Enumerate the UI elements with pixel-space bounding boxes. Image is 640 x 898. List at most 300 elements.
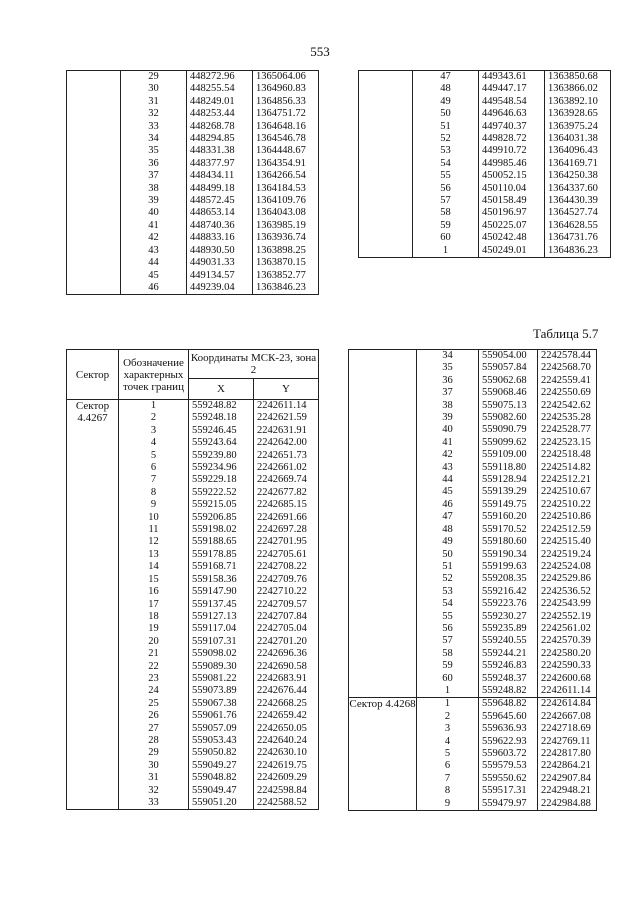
x-coordinate: 559550.62 [479,773,538,785]
point-number: 25 [119,698,189,710]
coordinates-table-top-left [66,70,319,295]
x-coordinate: 559049.47 [189,785,254,797]
point-number: 56 [413,183,479,195]
y-coordinate: 1364169.71 [545,158,611,170]
point-number: 39 [121,195,187,207]
x-coordinate: 559050.82 [189,747,254,759]
y-coordinate: 2242561.02 [538,623,597,635]
x-coordinate: 559199.63 [479,561,538,573]
x-coordinate: 559147.90 [189,586,254,598]
y-coordinate: 2242510.86 [538,511,597,523]
point-number: 4 [417,736,479,748]
y-coordinate: 2242523.15 [538,437,597,449]
y-coordinate: 2242676.44 [254,685,319,697]
x-coordinate: 559246.83 [479,660,538,672]
table-row [67,400,319,413]
y-coordinate: 2242578.44 [538,350,597,363]
y-coordinate: 2242609.29 [254,772,319,784]
y-coordinate: 2242543.99 [538,598,597,610]
x-coordinate: 559222.52 [189,487,254,499]
point-number: 40 [417,424,479,436]
x-coordinate: 559168.71 [189,561,254,573]
x-coordinate: 559234.96 [189,462,254,474]
y-coordinate: 2242705.04 [254,623,319,635]
x-coordinate: 559051.20 [189,797,254,810]
x-coordinate: 559603.72 [479,748,538,760]
y-coordinate: 2242669.74 [254,474,319,486]
y-coordinate: 2242642.00 [254,437,319,449]
y-coordinate: 2242701.95 [254,536,319,548]
point-number: 60 [413,232,479,244]
y-coordinate: 2242619.75 [254,760,319,772]
x-coordinate: 450110.04 [479,183,545,195]
x-coordinate: 450158.49 [479,195,545,207]
y-coordinate: 2242709.57 [254,599,319,611]
y-coordinate: 1363985.19 [253,220,319,232]
point-number: 27 [119,723,189,735]
point-number: 38 [417,400,479,412]
point-number: 6 [119,462,189,474]
x-coordinate: 559479.97 [479,798,538,811]
x-coordinate: 448253.44 [187,108,253,120]
point-number: 53 [413,145,479,157]
point-number: 43 [417,462,479,474]
point-number: 5 [119,450,189,462]
y-coordinate: 2242691.66 [254,512,319,524]
header-y: Y [254,379,319,400]
point-number: 51 [413,121,479,133]
point-number: 48 [417,524,479,536]
x-coordinate: 448268.78 [187,121,253,133]
point-number: 41 [121,220,187,232]
y-coordinate: 1364109.76 [253,195,319,207]
point-number: 10 [119,512,189,524]
y-coordinate: 1363866.02 [545,83,611,95]
y-coordinate: 2242697.28 [254,524,319,536]
x-coordinate: 559178.85 [189,549,254,561]
x-coordinate: 559081.22 [189,673,254,685]
point-number: 39 [417,412,479,424]
x-coordinate: 449548.54 [479,96,545,108]
coordinates-table-top-right [358,70,611,258]
x-coordinate: 448930.50 [187,245,253,257]
x-coordinate: 448272.96 [187,71,253,84]
y-coordinate: 2242667.08 [538,711,597,723]
y-coordinate: 2242528.77 [538,424,597,436]
y-coordinate: 2242552.19 [538,611,597,623]
point-number: 58 [413,207,479,219]
x-coordinate: 449343.61 [479,71,545,84]
y-coordinate: 1364546.78 [253,133,319,145]
y-coordinate: 2242614.84 [538,698,597,711]
point-number: 3 [119,425,189,437]
y-coordinate: 1363936.74 [253,232,319,244]
point-number: 7 [119,474,189,486]
x-coordinate: 449740.37 [479,121,545,133]
point-number: 40 [121,207,187,219]
x-coordinate: 449031.33 [187,257,253,269]
x-coordinate: 559082.60 [479,412,538,424]
x-coordinate: 559090.79 [479,424,538,436]
point-number: 21 [119,648,189,660]
point-number: 9 [119,499,189,511]
x-coordinate: 559223.76 [479,598,538,610]
point-number: 1 [417,685,479,698]
point-number: 36 [417,375,479,387]
point-number: 24 [119,685,189,697]
x-coordinate: 559517.31 [479,785,538,797]
y-coordinate: 1364184.53 [253,183,319,195]
point-number: 47 [413,71,479,84]
x-coordinate: 448255.54 [187,83,253,95]
point-number: 42 [121,232,187,244]
y-coordinate: 2242588.52 [254,797,319,810]
y-coordinate: 2242536.52 [538,586,597,598]
x-coordinate: 559117.04 [189,623,254,635]
point-number: 36 [121,158,187,170]
y-coordinate: 2242590.33 [538,660,597,672]
y-coordinate: 2242518.48 [538,449,597,461]
point-number: 44 [121,257,187,269]
table-row [349,698,597,711]
point-number: 35 [417,362,479,374]
x-coordinate: 448833.16 [187,232,253,244]
point-number: 9 [417,798,479,811]
y-coordinate: 2242677.82 [254,487,319,499]
point-number: 29 [119,747,189,759]
x-coordinate: 450052.15 [479,170,545,182]
point-number: 49 [417,536,479,548]
point-number: 56 [417,623,479,635]
point-number: 14 [119,561,189,573]
y-coordinate: 1365064.06 [253,71,319,84]
point-number: 35 [121,145,187,157]
point-number: 55 [413,170,479,182]
y-coordinate: 2242514.82 [538,462,597,474]
x-coordinate: 559067.38 [189,698,254,710]
x-coordinate: 559048.82 [189,772,254,784]
point-number: 49 [413,96,479,108]
y-coordinate: 2242685.15 [254,499,319,511]
x-coordinate: 448331.38 [187,145,253,157]
y-coordinate: 1364836.23 [545,245,611,258]
point-number: 54 [413,158,479,170]
point-number: 15 [119,574,189,586]
header-points: Обозначение характерных точек границ [119,350,189,400]
x-coordinate: 559215.05 [189,499,254,511]
point-number: 5 [417,748,479,760]
x-coordinate: 448653.14 [187,207,253,219]
x-coordinate: 559230.27 [479,611,538,623]
x-coordinate: 559180.60 [479,536,538,548]
point-number: 60 [417,673,479,685]
y-coordinate: 1364448.67 [253,145,319,157]
x-coordinate: 559057.84 [479,362,538,374]
point-number: 34 [121,133,187,145]
x-coordinate: 559098.02 [189,648,254,660]
y-coordinate: 2242661.02 [254,462,319,474]
y-coordinate: 2242550.69 [538,387,597,399]
x-coordinate: 559243.64 [189,437,254,449]
point-number: 22 [119,661,189,673]
point-number: 31 [121,96,187,108]
sector-label: Сектор 4.4268 [349,698,417,811]
x-coordinate: 559636.93 [479,723,538,735]
point-number: 20 [119,636,189,648]
point-number: 57 [417,635,479,647]
x-coordinate: 559248.82 [189,400,254,413]
point-number: 16 [119,586,189,598]
x-coordinate: 559170.52 [479,524,538,536]
y-coordinate: 2242559.41 [538,375,597,387]
coordinates-table-sector-4267 [66,349,319,810]
y-coordinate: 2242611.14 [538,685,597,698]
y-coordinate: 2242535.28 [538,412,597,424]
y-coordinate: 2242705.61 [254,549,319,561]
y-coordinate: 1364527.74 [545,207,611,219]
point-number: 43 [121,245,187,257]
x-coordinate: 559073.89 [189,685,254,697]
point-number: 41 [417,437,479,449]
y-coordinate: 2242631.91 [254,425,319,437]
point-number: 1 [119,400,189,413]
x-coordinate: 559139.29 [479,486,538,498]
y-coordinate: 1364096.43 [545,145,611,157]
y-coordinate: 2242524.08 [538,561,597,573]
point-number: 58 [417,648,479,660]
x-coordinate: 559248.18 [189,412,254,424]
y-coordinate: 2242611.14 [254,400,319,413]
x-coordinate: 559061.76 [189,710,254,722]
point-number: 45 [417,486,479,498]
point-number: 34 [417,350,479,363]
y-coordinate: 2242568.70 [538,362,597,374]
y-coordinate: 2242580.20 [538,648,597,660]
x-coordinate: 448572.45 [187,195,253,207]
point-number: 50 [413,108,479,120]
y-coordinate: 1364250.38 [545,170,611,182]
x-coordinate: 559158.36 [189,574,254,586]
point-number: 1 [413,245,479,258]
point-number: 31 [119,772,189,784]
x-coordinate: 449447.17 [479,83,545,95]
point-number: 59 [413,220,479,232]
y-coordinate: 1363898.25 [253,245,319,257]
y-coordinate: 1364960.83 [253,83,319,95]
y-coordinate: 2242701.20 [254,636,319,648]
x-coordinate: 559057.09 [189,723,254,735]
x-coordinate: 559206.85 [189,512,254,524]
y-coordinate: 1364266.54 [253,170,319,182]
y-coordinate: 2242817.80 [538,748,597,760]
point-number: 32 [121,108,187,120]
point-number: 48 [413,83,479,95]
page-number: 553 [310,44,330,59]
point-number: 26 [119,710,189,722]
x-coordinate: 559208.35 [479,573,538,585]
point-number: 33 [119,797,189,810]
x-coordinate: 559198.02 [189,524,254,536]
y-coordinate: 2242683.91 [254,673,319,685]
point-number: 37 [417,387,479,399]
x-coordinate: 559648.82 [479,698,538,711]
x-coordinate: 449828.72 [479,133,545,145]
table-row [349,350,597,363]
x-coordinate: 559137.45 [189,599,254,611]
x-coordinate: 450225.07 [479,220,545,232]
x-coordinate: 449910.72 [479,145,545,157]
point-number: 46 [121,282,187,295]
point-number: 8 [417,785,479,797]
empty-sector-cell [349,350,417,698]
x-coordinate: 559127.13 [189,611,254,623]
y-coordinate: 2242512.59 [538,524,597,536]
x-coordinate: 559188.65 [189,536,254,548]
point-number: 33 [121,121,187,133]
point-number: 6 [417,760,479,772]
empty-sector-cell [359,71,413,258]
table-caption: Таблица 5.7 [533,326,599,341]
point-number: 17 [119,599,189,611]
x-coordinate: 450196.97 [479,207,545,219]
point-number: 29 [121,71,187,84]
point-number: 18 [119,611,189,623]
x-coordinate: 449985.46 [479,158,545,170]
x-coordinate: 559246.45 [189,425,254,437]
y-coordinate: 2242650.05 [254,723,319,735]
y-coordinate: 1364031.38 [545,133,611,145]
y-coordinate: 1363892.10 [545,96,611,108]
y-coordinate: 2242948.21 [538,785,597,797]
y-coordinate: 2242690.58 [254,661,319,673]
y-coordinate: 2242769.11 [538,736,597,748]
x-coordinate: 448294.85 [187,133,253,145]
x-coordinate: 559107.31 [189,636,254,648]
y-coordinate: 1364430.39 [545,195,611,207]
y-coordinate: 2242598.84 [254,785,319,797]
x-coordinate: 559118.80 [479,462,538,474]
point-number: 44 [417,474,479,486]
point-number: 2 [119,412,189,424]
x-coordinate: 559190.34 [479,549,538,561]
point-number: 38 [121,183,187,195]
point-number: 3 [417,723,479,735]
table-row [359,71,611,84]
y-coordinate: 2242630.10 [254,747,319,759]
y-coordinate: 2242659.42 [254,710,319,722]
y-coordinate: 2242696.36 [254,648,319,660]
y-coordinate: 2242640.24 [254,735,319,747]
point-number: 57 [413,195,479,207]
y-coordinate: 2242510.67 [538,486,597,498]
y-coordinate: 1363850.68 [545,71,611,84]
x-coordinate: 559054.00 [479,350,538,363]
x-coordinate: 559149.75 [479,499,538,511]
point-number: 7 [417,773,479,785]
point-number: 51 [417,561,479,573]
y-coordinate: 2242515.40 [538,536,597,548]
point-number: 1 [417,698,479,711]
point-number: 52 [413,133,479,145]
x-coordinate: 559248.37 [479,673,538,685]
y-coordinate: 1363852.77 [253,270,319,282]
x-coordinate: 559109.00 [479,449,538,461]
point-number: 46 [417,499,479,511]
point-number: 30 [119,760,189,772]
x-coordinate: 449134.57 [187,270,253,282]
x-coordinate: 559244.21 [479,648,538,660]
x-coordinate: 559089.30 [189,661,254,673]
x-coordinate: 559248.82 [479,685,538,698]
point-number: 45 [121,270,187,282]
y-coordinate: 2242708.22 [254,561,319,573]
point-number: 28 [119,735,189,747]
point-number: 2 [417,711,479,723]
y-coordinate: 1363870.15 [253,257,319,269]
point-number: 23 [119,673,189,685]
y-coordinate: 2242570.39 [538,635,597,647]
y-coordinate: 1364043.08 [253,207,319,219]
y-coordinate: 1364751.72 [253,108,319,120]
point-number: 55 [417,611,479,623]
point-number: 19 [119,623,189,635]
y-coordinate: 2242710.22 [254,586,319,598]
point-number: 11 [119,524,189,536]
point-number: 4 [119,437,189,449]
x-coordinate: 450249.01 [479,245,545,258]
y-coordinate: 2242864.21 [538,760,597,772]
y-coordinate: 1364628.55 [545,220,611,232]
point-number: 32 [119,785,189,797]
coordinates-table-bottom-right [348,349,597,811]
point-number: 13 [119,549,189,561]
y-coordinate: 2242510.22 [538,499,597,511]
point-number: 8 [119,487,189,499]
empty-sector-cell [67,71,121,295]
x-coordinate: 559049.27 [189,760,254,772]
x-coordinate: 559216.42 [479,586,538,598]
header-x: X [189,379,254,400]
header-coordinates: Координаты МСК-23, зона 2 [189,350,319,379]
y-coordinate: 2242542.62 [538,400,597,412]
x-coordinate: 448740.36 [187,220,253,232]
x-coordinate: 449646.63 [479,108,545,120]
x-coordinate: 448249.01 [187,96,253,108]
point-number: 54 [417,598,479,610]
y-coordinate: 2242718.69 [538,723,597,735]
x-coordinate: 559239.80 [189,450,254,462]
point-number: 50 [417,549,479,561]
y-coordinate: 1364337.60 [545,183,611,195]
y-coordinate: 1363975.24 [545,121,611,133]
x-coordinate: 559240.55 [479,635,538,647]
x-coordinate: 559622.93 [479,736,538,748]
x-coordinate: 448377.97 [187,158,253,170]
y-coordinate: 1363928.65 [545,108,611,120]
point-number: 59 [417,660,479,672]
point-number: 42 [417,449,479,461]
y-coordinate: 2242651.73 [254,450,319,462]
y-coordinate: 2242519.24 [538,549,597,561]
y-coordinate: 1363846.23 [253,282,319,295]
x-coordinate: 559160.20 [479,511,538,523]
point-number: 30 [121,83,187,95]
y-coordinate: 1364856.33 [253,96,319,108]
point-number: 47 [417,511,479,523]
x-coordinate: 559075.13 [479,400,538,412]
x-coordinate: 448499.18 [187,183,253,195]
y-coordinate: 2242984.88 [538,798,597,811]
